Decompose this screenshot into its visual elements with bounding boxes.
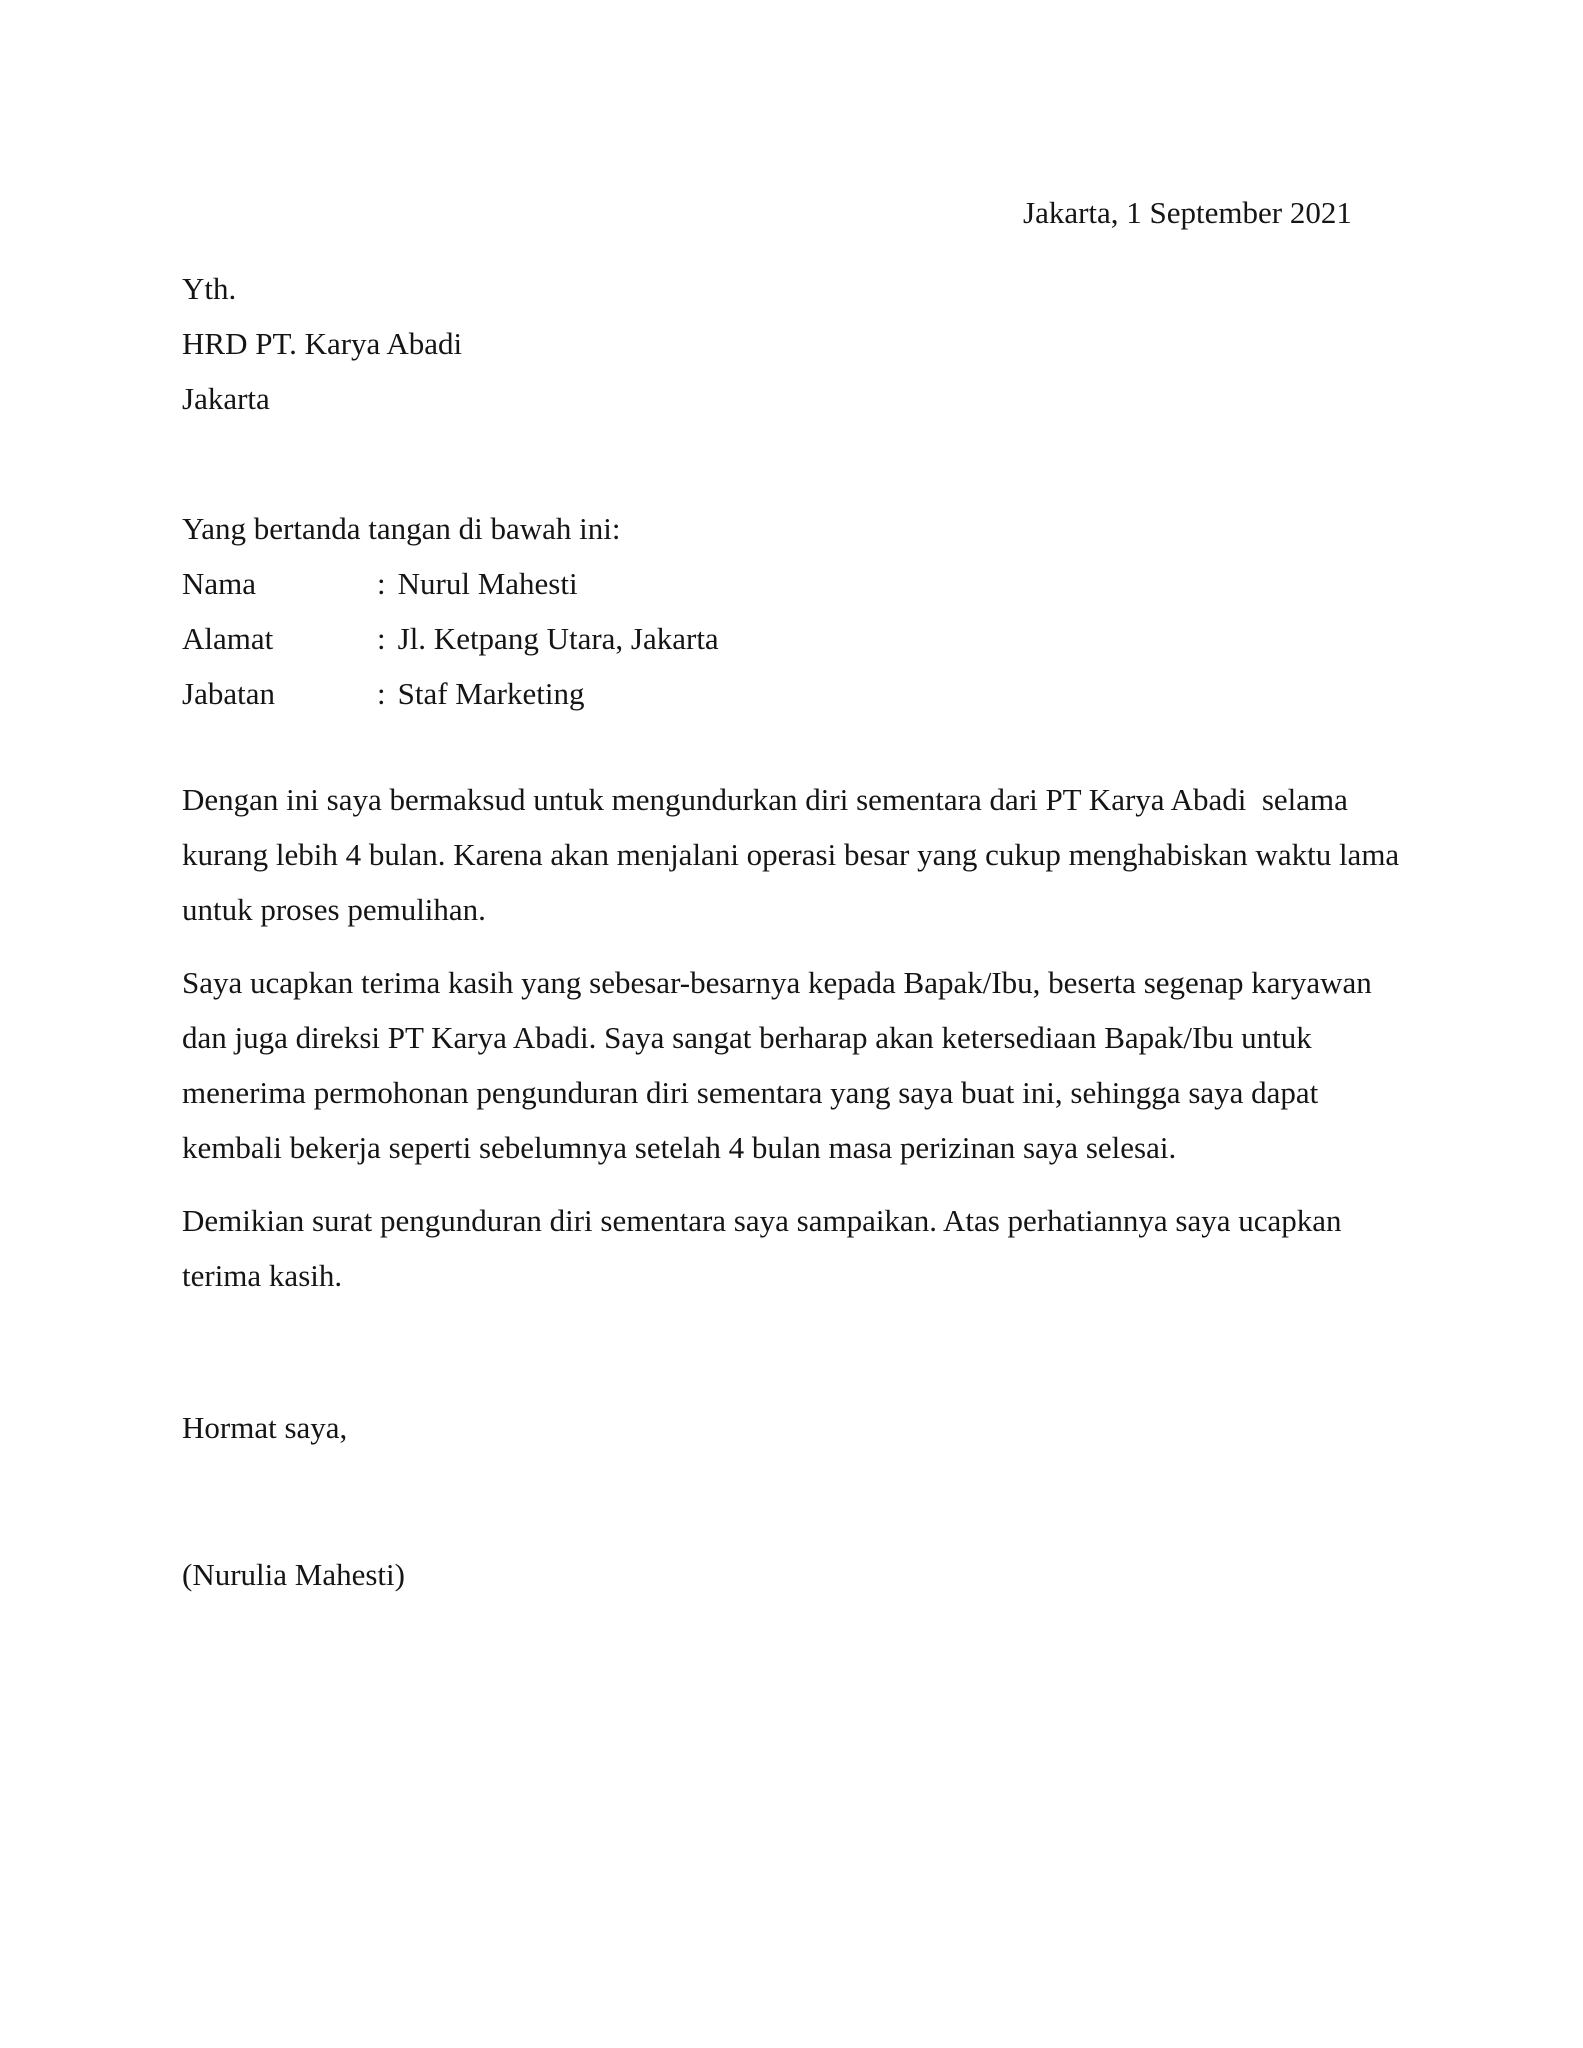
identity-row-jabatan bbox=[182, 666, 1422, 721]
identity-value-jabatan: Staf Marketing bbox=[397, 676, 585, 711]
recipient-city: Jakarta bbox=[182, 381, 270, 416]
recipient-company: HRD PT. Karya Abadi bbox=[182, 326, 463, 361]
identity-block bbox=[182, 501, 1422, 721]
body-paragraph-1: Dengan ini saya bermaksud untuk mengundurkan diri sementara dari PT Karya Abadi selama kurang lebih 4 bulan. Karena akan menjalani operasi besar yang cukup menghabiskan waktu lama untuk proses pemulihan. bbox=[182, 782, 1407, 927]
identity-label-nama: Nama bbox=[182, 566, 257, 601]
identity-intro-line: Yang bertanda tangan di bawah ini: bbox=[182, 511, 621, 546]
identity-colon: : bbox=[377, 566, 386, 601]
identity-row-nama bbox=[182, 556, 1422, 611]
identity-value-alamat: Jl. Ketpang Utara, Jakarta bbox=[397, 621, 719, 656]
identity-value-nama: Nurul Mahesti bbox=[397, 566, 578, 601]
identity-row-alamat bbox=[182, 611, 1422, 666]
recipient-block bbox=[182, 261, 1422, 426]
identity-label-alamat: Alamat bbox=[182, 621, 274, 656]
letter-date: Jakarta, 1 September 2021 bbox=[1023, 195, 1352, 230]
identity-label-jabatan: Jabatan bbox=[182, 676, 275, 711]
identity-colon: : bbox=[377, 621, 386, 656]
identity-colon: : bbox=[377, 676, 386, 711]
body-paragraph-3: Demikian surat pengunduran diri sementara saya sampaikan. Atas perhatiannya saya ucapkan terima kasih. bbox=[182, 1203, 1350, 1293]
signature-name: (Nurulia Mahesti) bbox=[182, 1557, 405, 1592]
body-paragraph-2: Saya ucapkan terima kasih yang sebesar-besarnya kepada Bapak/Ibu, beserta segenap karyawan dan juga direksi PT Karya Abadi. Saya sangat berharap akan ketersediaan Bapak/Ibu untuk menerima permohonan pengunduran diri sementara yang saya buat ini, sehingga saya dapat kembali bekerja seperti sebelumnya setelah 4 bulan masa perizinan saya selesai. bbox=[182, 965, 1380, 1165]
closing-salutation: Hormat saya, bbox=[182, 1410, 348, 1445]
recipient-salutation: Yth. bbox=[182, 271, 237, 306]
